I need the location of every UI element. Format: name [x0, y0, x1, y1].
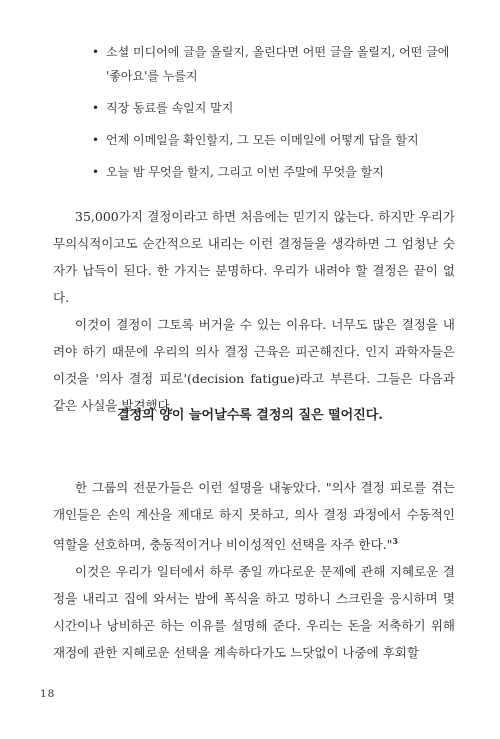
bullet-item: • 직장 동료를 속일지 말지 [92, 96, 452, 120]
paragraph: 35,000가지 결정이라고 하면 처음에는 믿기지 않는다. 하지만 우리가 무의식적이고도 순간적으로 내리는 이런 결정들을 생각하면 그 엄청난 숫자가 납득이 된다. 한 가지는 분명하다. 우리가 내려야 할 결정은 끝이 없다. [53, 209, 455, 305]
paragraph [53, 474, 455, 558]
footnote-reference[interactable]: 3 [392, 536, 398, 546]
body-text-section-2 [53, 474, 455, 666]
bullet-item: • 언제 이메일을 확인할지, 그 모든 이메일에 어떻게 답을 할지 [92, 128, 452, 152]
paragraph: 이것이 결정이 그토록 버거울 수 있는 이유다. 너무도 많은 결정을 내려야 하기 때문에 우리의 의사 결정 근육은 피곤해진다. 인지 과학자들은 이것을 '의사 결정 피로'(decision fatigue)라고 부른다. 그들은 다음과 같은 사실을 발견했다. [53, 317, 455, 413]
body-text-section-1 [53, 203, 455, 419]
paragraph: 이것은 우리가 일터에서 하루 종일 까다로운 문제에 관해 지혜로운 결정을 내리고 집에 와서는 밤에 폭식을 하고 멍하니 스크린을 응시하며 몇 시간이나 낭비하곤 하는 이유를 설명해 준다. 우리는 돈을 저축하기 위해 재정에 관한 지혜로운 선택을 계속하다가도 느닷없이 나중에 후회할 [53, 564, 455, 661]
bullet-item: • 오늘 밤 무엇을 할지, 그리고 이번 주말에 무엇을 할지 [92, 160, 452, 184]
quote-text: 한 그룹의 전문가들은 이런 설명을 내놓았다. "의사 결정 피로를 겪는 개인들은 손익 계산을 제대로 하지 못하고, 의사 결정 과정에서 수동적인 역할을 선호하며, 충동적이거나 비이성적인 선택을 자주 한다." [53, 480, 455, 553]
section-heading: 결정의 양이 늘어날수록 결정의 질은 떨어진다. [117, 408, 383, 423]
bullet-list [92, 40, 452, 192]
bullet-item: • 소셜 미디어에 글을 올릴지, 올린다면 어떤 글을 올릴지, 어떤 글에 '좋아요'를 누를지 [92, 40, 452, 88]
page-number: 18 [40, 688, 56, 700]
